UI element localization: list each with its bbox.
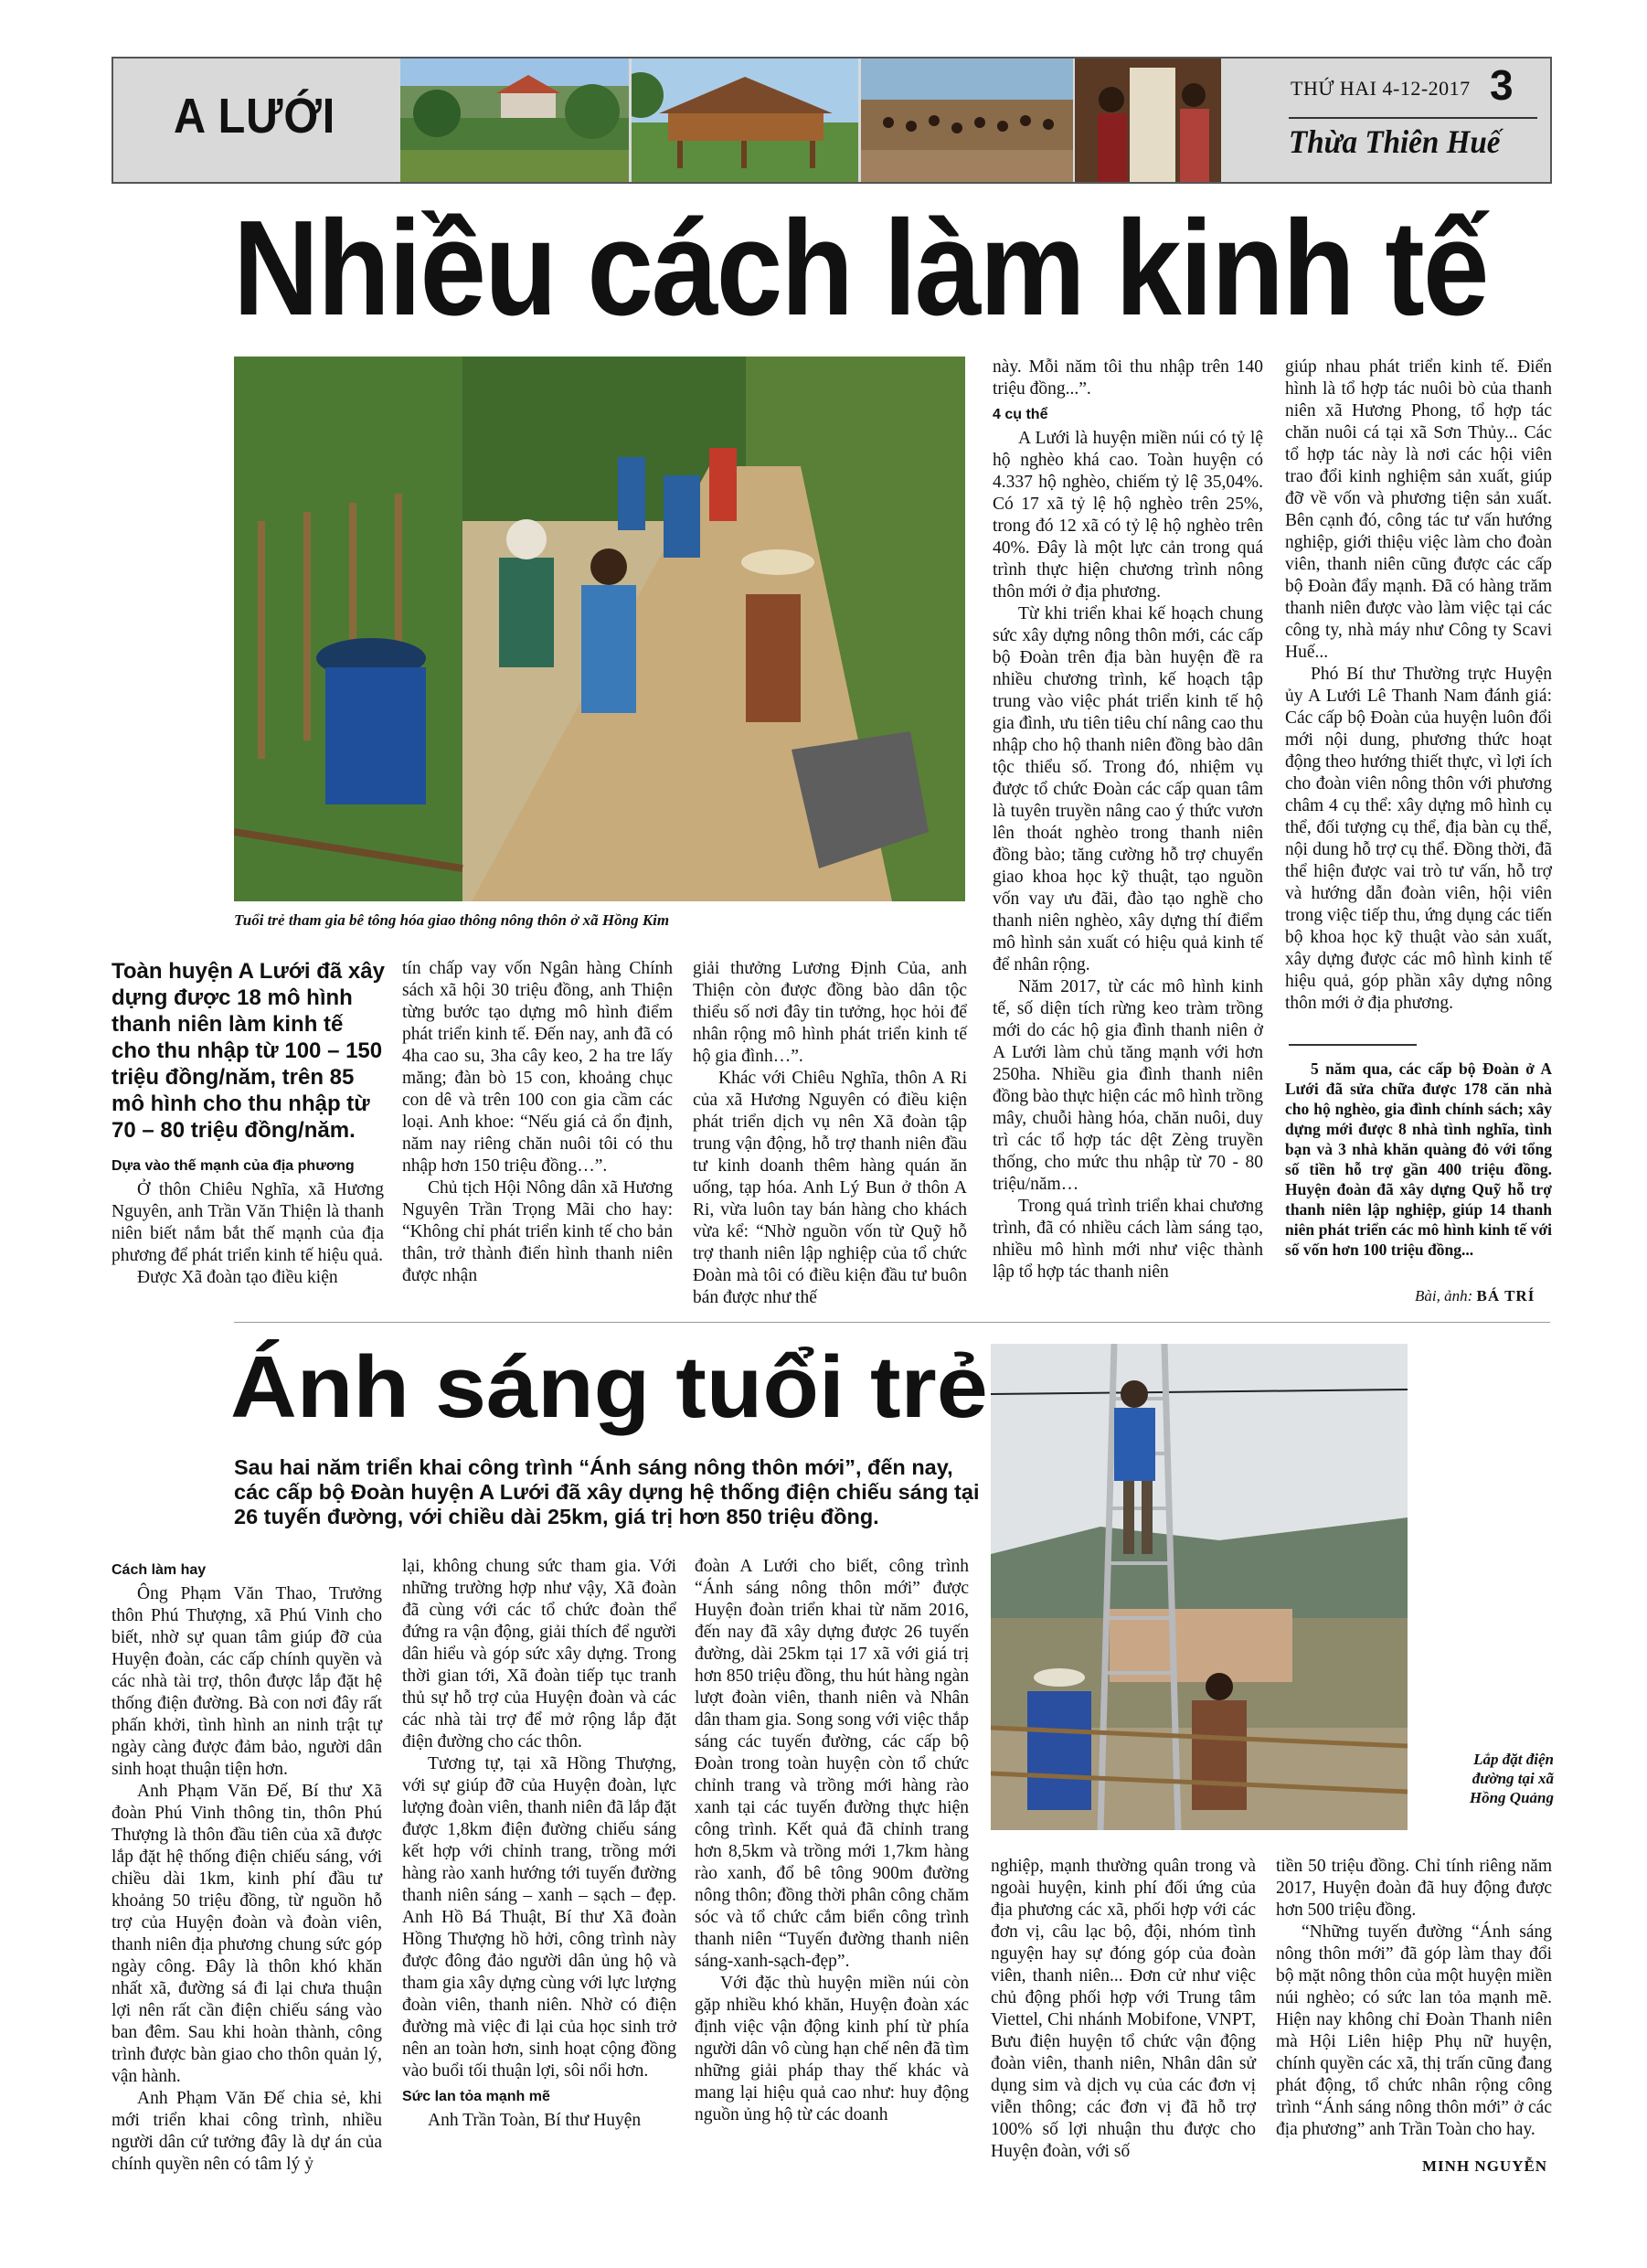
header-photo-landscape	[400, 59, 629, 182]
paragraph: Ở thôn Chiêu Nghĩa, xã Hương Nguyên, anh Trần Văn Thiện là thanh niên biết nắm bắt thế mạnh của địa phương để phát triển kinh tế hiệu quả.	[112, 1180, 384, 1265]
article1-column-2	[402, 958, 673, 1287]
article1-column-3	[693, 958, 967, 1309]
subheading: Sức lan tỏa mạnh mẽ	[402, 2089, 550, 2104]
paragraph: Trong quá trình triển khai chương trình, đã có nhiều cách làm sáng tạo, nhiều mô hình mới như việc thành lập tổ hợp tác thanh niên	[993, 1197, 1263, 1282]
article-divider	[234, 1322, 1550, 1323]
paragraph: “Những tuyến đường “Ánh sáng nông thôn mới” đã góp làm thay đổi bộ mặt nông thôn của một huyện miền núi nghèo; có sức lan tỏa mạnh mẽ. Hiện nay không chỉ Đoàn Thanh niên mà Hội Liên hiệp Phụ nữ huyện, chính quyền các xã, thị trấn cũng đang phát động, tổ chức nhân rộng công trình “Ánh sáng nông thôn mới” ở các địa phương” anh Trần Toàn cho hay.	[1276, 1922, 1552, 2139]
article2-photo-caption: Lắp đặt điện đường tại xã Hồng Quảng	[1469, 1751, 1554, 1806]
paragraph: Phó Bí thư Thường trực Huyện ủy A Lưới Lê Thanh Nam đánh giá: Các cấp bộ Đoàn của huyện luôn đổi mới nội dung, phương thức hoạt động theo hướng thiết thực, vì lợi ích cho đoàn viên nông thôn với phương châm 4 cụ thể: xây dựng mô hình cụ thể, đối tượng cụ thể, địa bàn cụ thể, nội dung hỗ trợ cụ thể. Đồng thời, đã thể hiện được vai trò tư vấn, hỗ trợ và hướng dẫn đoàn viên, hội viên trong việc tiếp thu, ứng dụng các tiến bộ khoa học kỹ thuật vào sản xuất, xây dựng được các mô hình kinh tế hiệu quả, góp phần xây dựng nông thôn mới ở địa phương.	[1285, 665, 1552, 1013]
issue-date: THỨ HAI 4-12-2017	[1291, 77, 1471, 100]
header-rule	[1289, 117, 1537, 119]
page-number: 3	[1490, 61, 1514, 109]
paragraph: Anh Trần Toàn, Bí thư Huyện	[428, 2111, 642, 2130]
paragraph: Với đặc thù huyện miền núi còn gặp nhiều khó khăn, Huyện đoàn xác định việc vận động kinh phí từ phía người dân vô cùng hạn chế nên đã tìm những giải pháp thay thế khác và mang lại hiệu quả cao như: huy động nguồn ủng hộ từ các doanh	[695, 1974, 969, 2124]
paragraph: Chủ tịch Hội Nông dân xã Hương Nguyên Trần Trọng Mãi cho hay: “Không chỉ phát triển kinh tế cho bản thân, trở thành điển hình thanh niên được nhận	[402, 1178, 673, 1285]
article1-column-5	[1285, 357, 1552, 1015]
paragraph: Năm 2017, từ các mô hình kinh tế, số diện tích rừng keo tràm trồng mới do các hộ gia đình thanh niên ở A Lưới làm chủ tăng mạnh với hơn 250ha. Nhiều gia đình thanh niên đồng bào thực hiện các mô hình trồng mây, chuỗi hàng hóa, chăn nuôi, duy trì các tổ hợp tác dệt Zèng truyền thống, cho mức thu nhập từ 70 - 80 triệu/năm…	[993, 977, 1263, 1194]
paragraph: giải thưởng Lương Định Của, anh Thiện còn được đồng bào dân tộc thiểu số nơi đây tin tưởng, học hỏi để nhân rộng mô hình phát triển kinh tế hộ gia đình…”.	[693, 959, 967, 1066]
paragraph: A Lưới là huyện miền núi có tỷ lệ hộ nghèo khá cao. Toàn huyện có 4.337 hộ nghèo, chiếm tỷ lệ 35,04%. Có 17 xã tỷ lệ hộ nghèo trên 25%, trong đó 12 xã có tỷ lệ hộ nghèo trên 40%. Đây là một lực cản trong quá trình thực hiện chương trình nông thôn mới ở địa phương.	[993, 429, 1263, 602]
paragraph: lại, không chung sức tham gia. Với những trường hợp như vậy, Xã đoàn đã cùng với các tổ chức đoàn thể đứng ra vận động, giải thích để người dân hiểu và góp sức xây dựng. Trong thời gian tới, Xã đoàn tiếp tục tranh thủ sự hỗ trợ của Huyện đoàn và các các nhà tài trợ để mở rộng lắp đặt điện đường cho các thôn.	[402, 1557, 676, 1752]
paragraph: Tương tự, tại xã Hồng Thượng, với sự giúp đỡ của Huyện đoàn, lực lượng đoàn viên, thanh niên đã lắp đặt được 1,8km điện đường chiếu sáng kết hợp với chỉnh trang, trồng mới hàng rào xanh hướng tới tuyến đường thanh niên sáng – xanh – sạch – đẹp. Anh Hồ Bá Thuật, Bí thư Xã đoàn Hồng Thượng hồ hởi, công trình này được đông đảo người dân ủng hộ và tham gia xây dựng cùng với lực lượng đoàn viên, thanh niên. Nhờ có điện đường mà việc đi lại của học sinh trở nên an toàn hơn, sinh hoạt cộng đồng vào buổi tối thuận lợi, sôi nổi hơn.	[402, 1754, 676, 2081]
paragraph: Từ khi triển khai kế hoạch chung sức xây dựng nông thôn mới, các cấp bộ Đoàn trên địa bàn huyện đề ra nhiều chương trình, kế hoạch tập trung vào việc phát triển kinh tế hộ gia đình, ưu tiên tiêu chí nâng cao thu nhập cho hộ thanh niên đồng bào dân tộc thiểu số. Trong đó, nhiệm vụ được tổ chức Đoàn các cấp quan tâm là tuyên truyền nâng cao ý thức vươn lên thoát nghèo trong thanh niên đồng bào; tăng cường hỗ trợ chuyển giao khoa học kỹ thuật, tạo nguồn vốn vay ưu đãi, đào tạo nghề cho thanh niên nghèo, xây dựng thí điểm mô hình sản xuất có hiệu quả kinh tế để nhân rộng.	[993, 604, 1263, 974]
article1-byline	[1415, 1287, 1535, 1305]
paragraph: Anh Phạm Văn Đế, Bí thư Xã đoàn Phú Vinh thông tin, thôn Phú Thượng là thôn đầu tiên của xã được lắp đặt hệ thống điện chiếu sáng, với chiều dài 1km, kinh phí đầu tư khoảng 50 triệu đồng, từ nguồn hỗ trợ của Huyện đoàn và đoàn viên, thanh niên địa phương chung sức góp ngày công. Đây là thôn khó khăn nhất xã, đường sá đi lại chưa thuận lợi nên rất cần điện chiếu sáng vào ban đêm. Sau khi hoàn thành, công trình được bàn giao cho thôn quản lý, vận hành.	[112, 1782, 382, 2086]
newspaper-name: Thừa Thiên Huế	[1289, 123, 1501, 160]
article1-headline: Nhiều cách làm kinh tế	[233, 193, 1488, 344]
paragraph: tiền 50 triệu đồng. Chỉ tính riêng năm 2017, Huyện đoàn đã huy động được hơn 500 triệu đồng.	[1276, 1857, 1552, 1920]
article2-column-4	[991, 1856, 1256, 2163]
article1-lede: Toàn huyện A Lưới đã xây dựng được 18 mô hình thanh niên làm kinh tế cho thu nhập từ 100 – 150 triệu đồng/năm, trên 85 mô hình cho thu nhập từ 70 – 80 triệu đồng/năm.	[112, 959, 385, 1143]
article2-photo	[991, 1344, 1408, 1830]
sidebox-rule	[1289, 1044, 1417, 1046]
article2-lede: Sau hai năm triển khai công trình “Ánh sáng nông thôn mới”, đến nay, các cấp bộ Đoàn huyện A Lưới đã xây dựng hệ thống điện chiếu sáng tại 26 tuyến đường, với chiều dài 25km, giá trị hơn 850 triệu đồng.	[234, 1455, 980, 1528]
article2-column-3	[695, 1556, 969, 2126]
article1-photo-caption: Tuổi trẻ tham gia bê tông hóa giao thông nông thôn ở xã Hồng Kim	[234, 911, 670, 929]
paragraph: Anh Phạm Văn Đế chia sẻ, khi mới triển khai công trình, nhiều người dân cứ tưởng đây là dự án của chính quyền nên có tâm lý ỷ	[112, 2089, 382, 2174]
article2-column-1	[112, 1556, 382, 2176]
byline-author: BÁ TRÍ	[1476, 1287, 1535, 1304]
byline-label: Bài, ảnh:	[1415, 1287, 1473, 1304]
subheading: Cách làm hay	[112, 1562, 207, 1578]
paragraph: Được Xã đoàn tạo điều kiện	[137, 1268, 338, 1287]
paragraph: tín chấp vay vốn Ngân hàng Chính sách xã hội 30 triệu đồng, anh Thiện từng bước tạo dựng mô hình điểm phát triển kinh tế. Đến nay, anh đã có 4ha cao su, 3ha cây keo, 2 ha tre lấy măng; đàn bò 15 con, khoảng chục con dê và trên 100 con gia cầm các loại. Anh khoe: “Nếu giá cả ổn định, năm nay riêng chăn nuôi tôi có thu nhập hơn 150 triệu đồng…”.	[402, 959, 673, 1176]
article1-column-1	[112, 1152, 384, 1289]
article2-byline: MINH NGUYỄN	[1422, 2157, 1548, 2175]
subheading: Dựa vào thế mạnh của địa phương	[112, 1158, 355, 1174]
header-photo-stilt-house	[632, 59, 858, 182]
article2-headline: Ánh sáng tuổi trẻ	[230, 1338, 988, 1436]
article1-sidebox: 5 năm qua, các cấp bộ Đoàn ở A Lưới đã sửa chữa được 178 căn nhà cho hộ nghèo, gia đình chính sách; xây dựng mới được 8 nhà tình nghĩa, tình bạn và 3 nhà khăn quàng đỏ với tổng số tiền hỗ trợ gần 400 triệu đồng. Huyện đoàn đã xây dựng Quỹ hỗ trợ thanh niên lập nghiệp, giúp 14 thanh niên phát triển các mô hình kinh tế với số vốn hơn 100 triệu đồng...	[1285, 1059, 1552, 1259]
header-photo-weaving	[1075, 59, 1221, 182]
article2-column-5	[1276, 1856, 1552, 2141]
article2-column-2	[402, 1556, 676, 2132]
paragraph: này. Mỗi năm tôi thu nhập trên 140 triệu đồng...”.	[993, 357, 1263, 399]
article1-column-4	[993, 357, 1263, 1283]
paragraph: đoàn A Lưới cho biết, công trình “Ánh sáng nông thôn mới” được Huyện đoàn triển khai từ năm 2016, đến nay đã xây dựng được 26 tuyến đường, dài 25km tại 17 xã với giá trị hơn 850 triệu đồng, thu hút hàng ngàn lượt đoàn viên, thanh niên và Nhân dân tham gia. Song song với việc thắp sáng các tuyến đường, các cấp bộ Đoàn trong toàn huyện còn tổ chức chỉnh trang và trồng mới hàng rào xanh tại các tuyến đường thực hiện công trình. Kết quả đã chỉnh trang hơn 8,5km và trồng mới 1,7km hàng rào xanh, đổ bê tông 900m đường nông thôn; đồng thời phân công chăm sóc và tổ chức cắm biển công trình thanh niên “Tuyến đường thanh niên sáng-xanh-sạch-đẹp”.	[695, 1557, 969, 1971]
header-photo-festival	[861, 59, 1073, 182]
section-name: A LƯỚI	[174, 89, 336, 144]
paragraph: giúp nhau phát triển kinh tế. Điển hình là tổ hợp tác nuôi bò của thanh niên xã Hương Phong, tổ hợp tác chăn nuôi cá tại xã Sơn Thủy... Các tổ hợp tác này là nơi các hội viên trao đổi kinh nghiệm sản xuất, giúp đỡ về vốn và phương tiện sản xuất. Bên cạnh đó, công tác tư vấn hướng nghiệp, giới thiệu việc làm cho đoàn viên, thanh niên cũng được các cấp bộ Đoàn đẩy mạnh. Đã có hàng trăm thanh niên được vào làm việc tại các công ty, nhà máy như Công ty Scavi Huế...	[1285, 357, 1552, 662]
paragraph: Ông Phạm Văn Thao, Trưởng thôn Phú Thượng, xã Phú Vinh cho biết, nhờ sự quan tâm giúp đỡ của Huyện đoàn, các cấp chính quyền và các nhà tài trợ, thôn được lắp đặt hệ thống điện đường. Bà con nơi đây rất phấn khởi, tình hình an ninh trật tự ngày càng được đảm bảo, người dân sinh hoạt thuận tiện hơn.	[112, 1584, 382, 1779]
subheading: 4 cụ thể	[993, 407, 1048, 422]
article1-photo	[234, 357, 965, 901]
paragraph: Khác với Chiêu Nghĩa, thôn A Ri của xã Hương Nguyên có điều kiện phát triển dịch vụ nên Xã đoàn tập trung vận động, hỗ trợ thanh niên đầu tư kinh doanh thêm hàng quán ăn uống, tạp hóa. Anh Lý Bun ở thôn A Ri, vừa luôn tay bán hàng cho khách vừa kể: “Nhờ nguồn vốn từ Quỹ hỗ trợ thanh niên lập nghiệp của tổ chức Đoàn mà tôi có điều kiện đầu tư buôn bán được như thế	[693, 1069, 967, 1307]
paragraph: nghiệp, mạnh thường quân trong và ngoài huyện, kinh phí đối ứng của địa phương các xã, phối hợp với các đơn vị, câu lạc bộ, đội, nhóm tình nguyện hay sự đóng góp của đoàn viên, thanh niên... Đơn cử như việc chủ động phối hợp với Trung tâm Viettel, Chi nhánh Mobifone, VNPT, Bưu điện huyện tổ chức vận động đoàn viên, thanh niên, Nhân dân sử dụng sim và dịch vụ của các đơn vị viễn thông; các đơn vị đã hỗ trợ 100% số lợi nhuận thu được cho Huyện đoàn, với số	[991, 1857, 1256, 2161]
